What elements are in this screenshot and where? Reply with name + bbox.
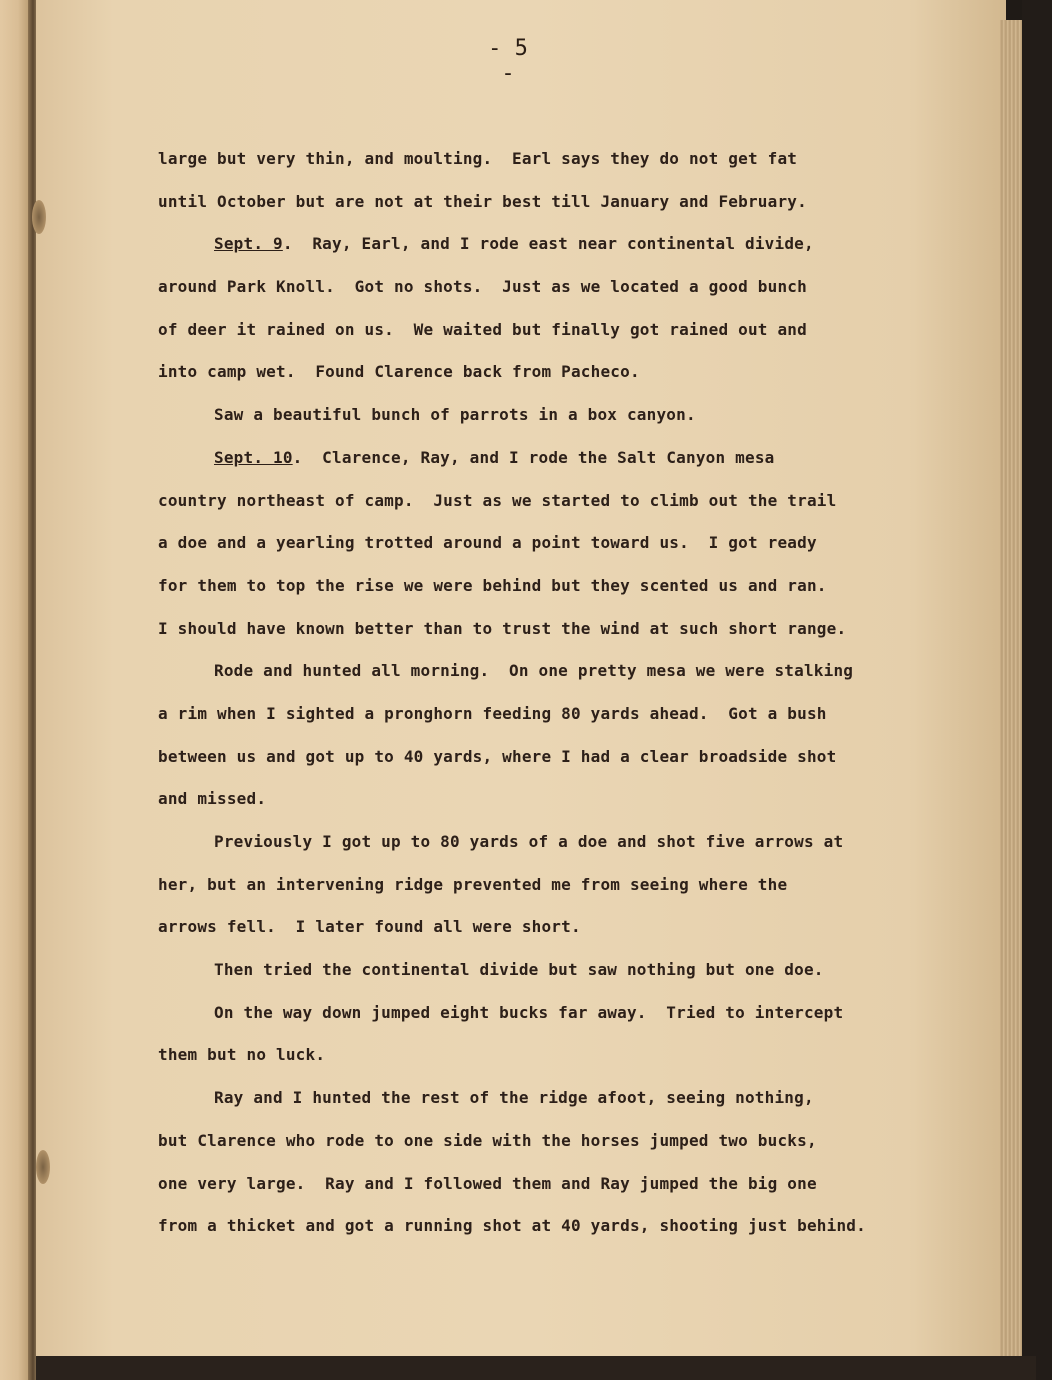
text-line: between us and got up to 40 yards, where I had a clear broadside shot: [158, 746, 837, 766]
paragraph-1: [158, 138, 948, 223]
text-line: arrows fell. I later found all were short.: [158, 917, 581, 937]
text-line: her, but an intervening ridge prevented me from seeing where the: [158, 874, 788, 894]
text-line: of deer it rained on us. We waited but finally got rained out and: [158, 319, 807, 339]
entry-date: Sept. 10: [214, 447, 293, 467]
entry-text: . Ray, Earl, and I rode east near continental divide,: [282, 234, 814, 254]
paragraph-5: [158, 650, 948, 821]
entry-date: Sept. 9: [214, 234, 283, 254]
text-line: Then tried the continental divide but saw nothing but one doe.: [214, 960, 824, 980]
text-line: them but no luck.: [158, 1045, 326, 1065]
text-line: On the way down jumped eight bucks far away. Tried to intercept: [214, 1002, 844, 1022]
text-line: around Park Knoll. Got no shots. Just as we located a good bunch: [158, 277, 807, 297]
text-line: Ray and I hunted the rest of the ridge afoot, seeing nothing,: [214, 1088, 814, 1108]
typed-text-body: [158, 138, 948, 1248]
text-line: Rode and hunted all morning. On one pretty mesa we were stalking: [214, 661, 854, 681]
text-line: and missed.: [158, 789, 267, 809]
binder-cover: [1022, 0, 1052, 1380]
paragraph-6: [158, 821, 948, 949]
text-line: for them to top the rise we were behind but they scented us and ran.: [158, 575, 827, 595]
text-line: I should have known better than to trust the wind at such short range.: [158, 618, 847, 638]
punch-hole-top: [32, 200, 46, 234]
paragraph-2: [158, 223, 948, 394]
paragraph-7: [158, 949, 948, 992]
text-line: a rim when I sighted a pronghorn feeding 80 yards ahead. Got a bush: [158, 703, 827, 723]
paragraph-4: [158, 437, 948, 650]
text-line: a doe and a yearling trotted around a point toward us. I got ready: [158, 533, 817, 553]
text-line: until October but are not at their best till January and February.: [158, 191, 807, 211]
text-line: country northeast of camp. Just as we started to climb out the trail: [158, 490, 837, 510]
text-line: [158, 223, 948, 266]
paragraph-8: [158, 992, 948, 1077]
text-line: but Clarence who rode to one side with the horses jumped two bucks,: [158, 1130, 817, 1150]
text-line: large but very thin, and moulting. Earl says they do not get fat: [158, 149, 798, 168]
text-line: into camp wet. Found Clarence back from Pacheco.: [158, 362, 640, 382]
entry-text: . Clarence, Ray, and I rode the Salt Canyon mesa: [292, 447, 775, 467]
text-line: Previously I got up to 80 yards of a doe and shot five arrows at: [214, 832, 844, 851]
binder-bottom: [36, 1356, 1036, 1380]
text-line: from a thicket and got a running shot at 40 yards, shooting just behind.: [158, 1216, 866, 1236]
text-line: Saw a beautiful bunch of parrots in a box canyon.: [214, 405, 696, 425]
paragraph-3: [158, 394, 948, 437]
paragraph-9: [158, 1077, 948, 1248]
text-line: one very large. Ray and I followed them and Ray jumped the big one: [158, 1173, 817, 1193]
page-number: - 5 -: [488, 36, 528, 86]
facing-page-edge: [0, 0, 30, 1380]
punch-hole-bottom: [36, 1150, 50, 1184]
text-line: [158, 437, 948, 480]
